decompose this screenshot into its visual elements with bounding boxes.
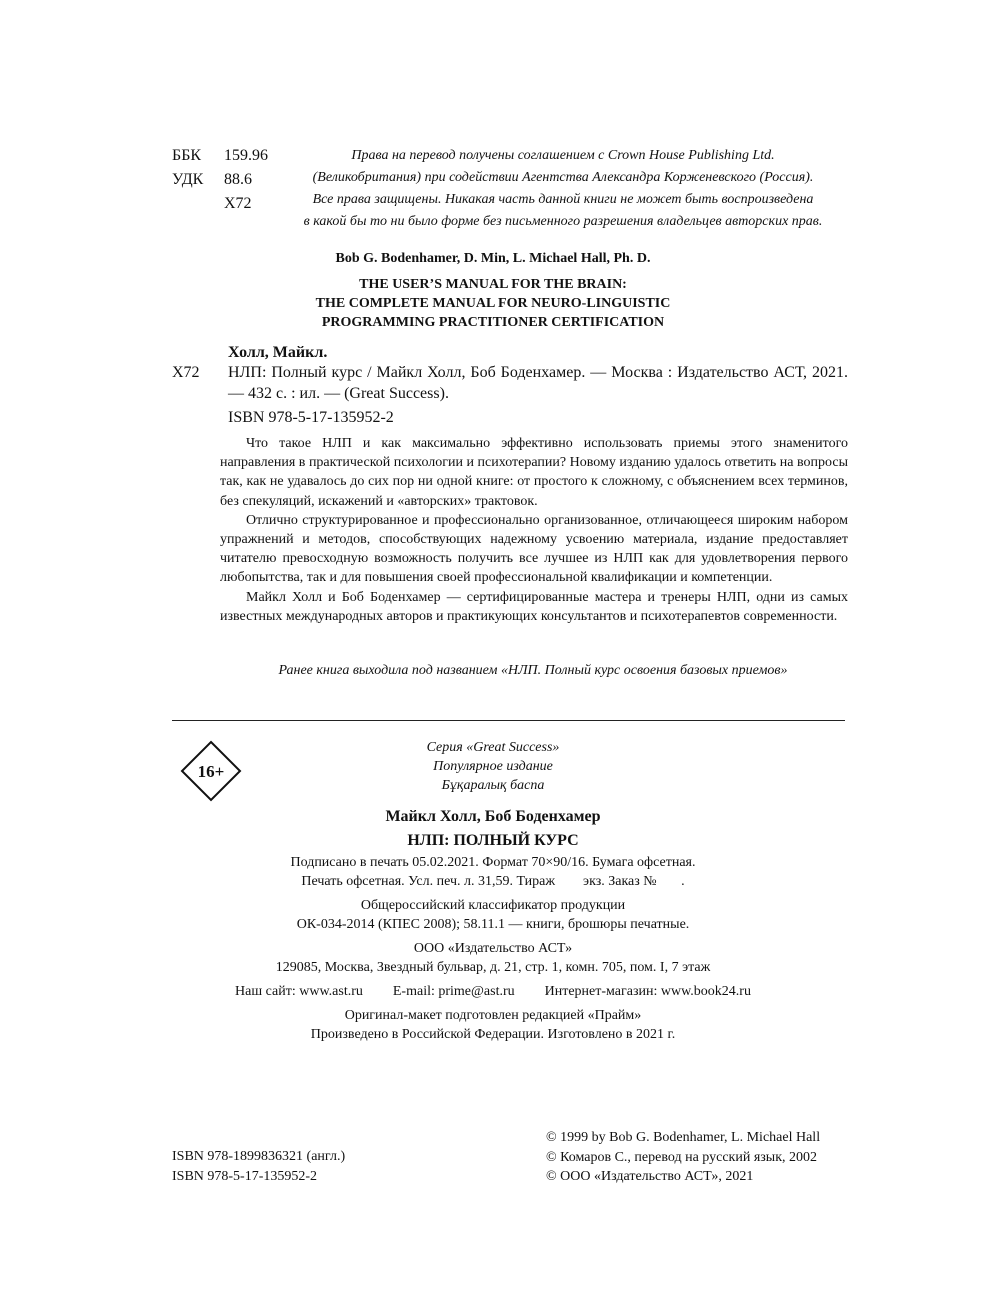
author-code: Х72 [224,195,252,212]
author-code-row [172,192,268,216]
catalog-code: Х72 [172,364,200,381]
original-title-line: PROGRAMMING PRACTITIONER CERTIFICATION [321,315,665,330]
isbn-russian: ISBN 978-5-17-135952-2 [172,1168,318,1184]
bbk-row [172,144,268,168]
copyright-block [546,1128,820,1187]
catalog-heading: Холл, Майкл. [228,344,328,361]
catalog-body: НЛП: Полный курс / Майкл Холл, Боб Боденхамер. — Москва : Издательство АСТ, 2021. — 432 с. : ил. — (Great Success). [228,364,848,402]
annotation-paragraph: Отлично структурированное и профессионально организованное, отличающееся широким набором упражнений и методов, способствующих надежному усвоению материала, издание предоставляет читателю превосходную возможность получить все лучшее из НЛП как для удовлетворения первого любопытства, так и для повышения своей профессиональной квалификации и компетенции. [220,512,848,586]
layout-note: Оригинал-макет подготовлен редакцией «Прайм» [344,1008,642,1023]
print-details-line: Подписано в печать 05.02.2021. Формат 70×90/16. Бумага офсетная. [290,855,696,870]
copyright-line: © ООО «Издательство АСТ», 2021 [546,1169,754,1184]
classifier-line: ОК-034-2014 (КПЕС 2008); 58.11.1 — книги, брошюры печатные. [296,917,690,932]
annotation-paragraph: Что такое НЛП и как максимально эффективно использовать приемы этого знаменитого направления в практической психологии и психотерапии? Новому изданию удалось ответить на вопросы так, как не удавалось до сих пор ни одной книге: от простого к сложному, с объяснением всех терминов, без спекуляций, искажений и «авторских» трактовок. [220,436,848,509]
series-block [300,738,686,795]
edition-type-kazakh: Бұқаралық баспа [441,778,545,793]
original-title-line: THE COMPLETE MANUAL FOR NEURO-LINGUISTIC [315,296,671,311]
age-rating-text: 16+ [197,762,225,781]
copyright-line: © 1999 by Bob G. Bodenhamer, L. Michael Hall [546,1130,821,1145]
production-origin: Произведено в Российской Федерации. Изготовлено в 2021 г. [310,1027,676,1042]
bbk-value: 159.96 [224,147,268,164]
email: E-mail: prime@ast.ru [392,984,515,999]
rights-line: в какой бы то ни было форме без письменного разрешения владельцев авторских прав. [303,214,823,229]
publisher-contacts [150,982,836,1001]
classifier-line: Общероссийский классификатор продукции [360,898,626,913]
catalog-isbn: ISBN 978-5-17-135952-2 [228,409,394,426]
rights-line: Права на перевод получены соглашением с Crown House Publishing Ltd. [351,148,775,163]
isbn-block [172,1147,345,1186]
previous-title-note: Ранее книга выходила под названием «НЛП. Полный курс освоения базовых приемов» [278,663,788,678]
online-shop: Интернет-магазин: www.book24.ru [544,984,751,999]
isbn-english: ISBN 978-1899836321 (англ.) [172,1149,346,1164]
rights-line: Все права защищены. Никакая часть данной книги не может быть воспроизведена [312,192,814,207]
website: Наш сайт: www.ast.ru [235,984,363,999]
original-title-line: THE USER’S MANUAL FOR THE BRAIN: [359,277,627,292]
imprint [150,805,836,1044]
edition-type: Популярное издание [433,759,553,774]
section-divider [172,720,845,721]
original-authors: Bob G. Bodenhamer, D. Min, L. Michael Hall, Ph. D. [335,251,651,266]
print-details-line: Печать офсетная. Усл. печ. л. 31,59. Тираж экз. Заказ № . [301,874,685,889]
series-name: Серия «Great Success» [426,740,560,755]
udk-label: УДК [172,171,204,188]
original-title [150,275,836,332]
publisher-address: 129085, Москва, Звездный бульвар, д. 21, стр. 1, комн. 705, пом. I, 7 этаж [275,960,711,975]
udk-value: 88.6 [224,171,252,188]
classification-codes [172,144,268,216]
rights-line: (Великобритания) при содействии Агентства Александра Корженевского (Россия). [312,170,814,185]
age-rating-diamond-icon [180,740,242,802]
udk-row [172,168,268,192]
annotation-paragraph: Майкл Холл и Боб Боденхамер — сертифицированные мастера и тренеры НЛП, одни из самых известных международных авторов и практикующих консультантов и психотерапевтов современности. [220,589,848,624]
annotation [220,434,848,626]
age-rating-badge [180,740,242,802]
imprint-title: НЛП: ПОЛНЫЙ КУРС [407,832,579,849]
bbk-label: ББК [172,147,202,164]
imprint-authors: Майкл Холл, Боб Боденхамер [385,808,601,825]
copyright-line: © Комаров С., перевод на русский язык, 2002 [546,1149,818,1165]
publisher-name: ООО «Издательство АСТ» [413,941,573,956]
rights-notice [280,145,846,233]
